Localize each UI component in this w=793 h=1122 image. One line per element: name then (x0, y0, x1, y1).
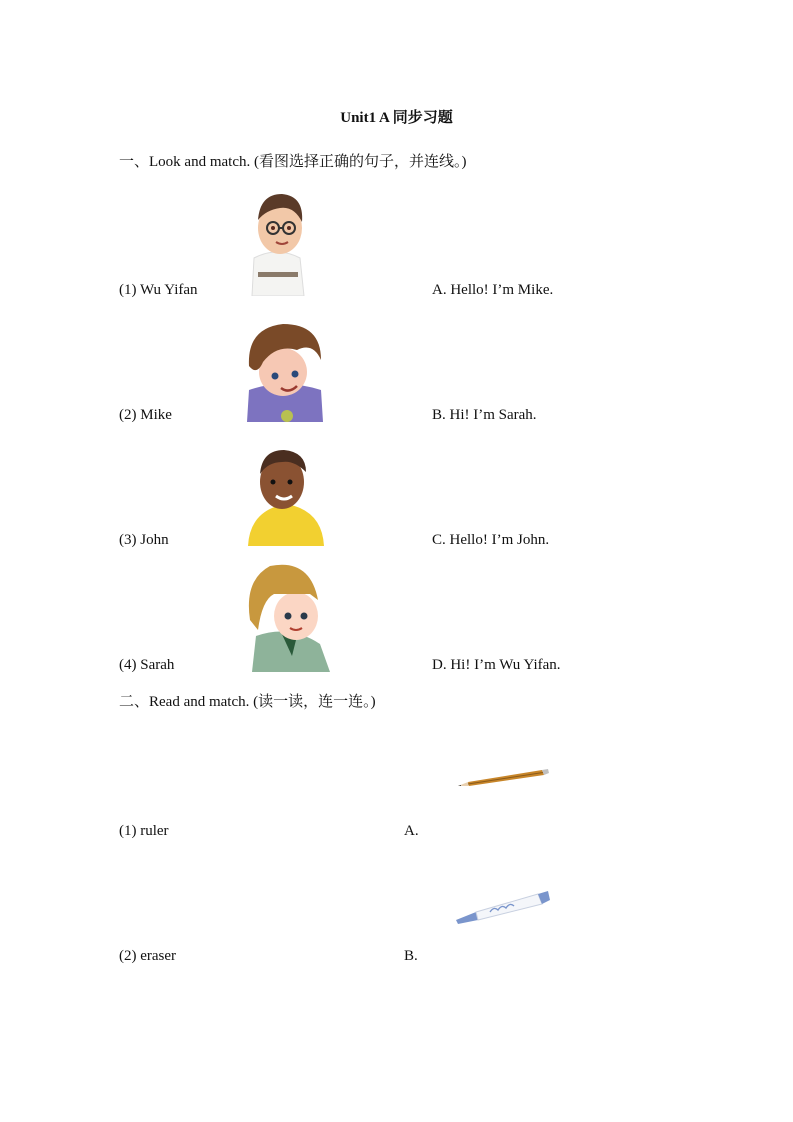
match-item-john: (3) John (119, 532, 169, 548)
mike-picture (243, 320, 325, 422)
john-picture (246, 446, 326, 546)
wu-yifan-picture (244, 188, 310, 296)
option-c: C. Hello! I’m John. (432, 532, 550, 548)
option-b: B. Hi! I’m Sarah. (432, 407, 537, 423)
option-d: D. Hi! I’m Wu Yifan. (432, 657, 561, 673)
match-item-sarah: (4) Sarah (119, 657, 175, 673)
option-b-crayon: B. (404, 948, 418, 964)
section-2-heading: 二、Read and match. (读一读，连一连。) (119, 694, 376, 710)
match-item-wu-yifan: (1) Wu Yifan (119, 282, 198, 298)
pencil-picture (456, 766, 552, 790)
crayon-picture (454, 886, 552, 926)
match-item-ruler: (1) ruler (119, 823, 169, 839)
section-1-heading: 一、Look and match. (看图选择正确的句子，并连线。) (119, 154, 467, 170)
option-a-pencil: A. (404, 823, 419, 839)
sarah-picture (240, 560, 330, 672)
option-a: A. Hello! I’m Mike. (432, 282, 554, 298)
page-title: Unit1 A 同步习题 (340, 110, 453, 126)
match-item-mike: (2) Mike (119, 407, 172, 423)
match-item-eraser: (2) eraser (119, 948, 177, 964)
